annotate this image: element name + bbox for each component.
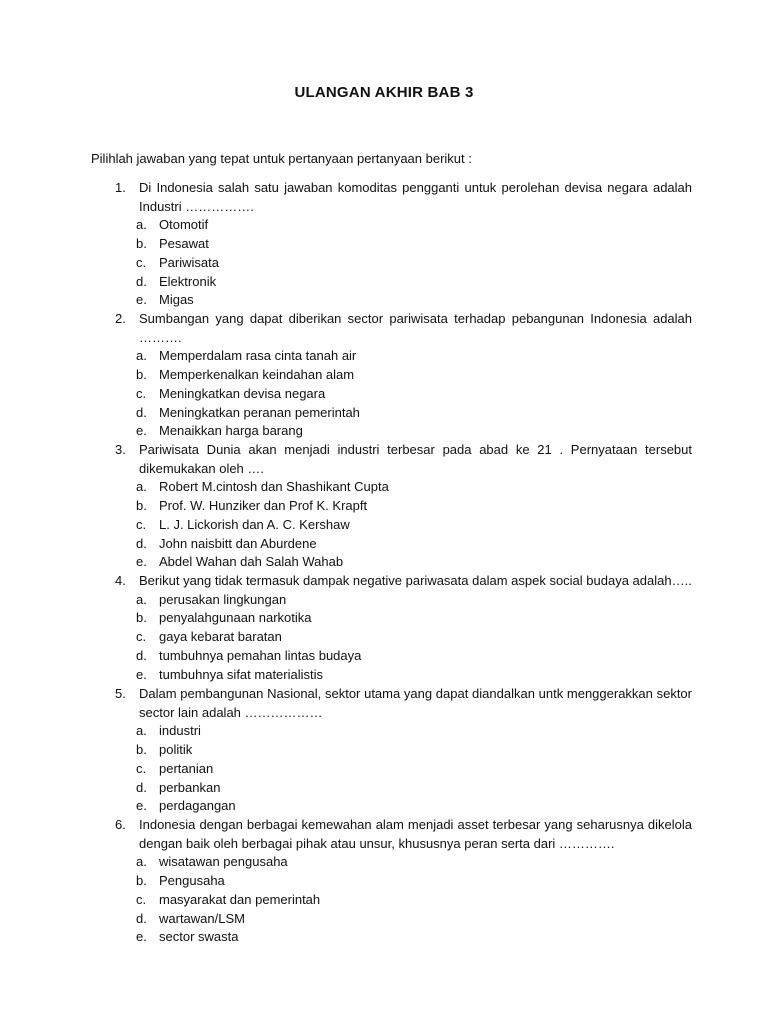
option-text: wisatawan pengusaha: [159, 854, 288, 870]
option-letter: b.: [136, 610, 147, 626]
option-letter: a.: [136, 723, 147, 739]
question-number: 3.: [115, 442, 126, 457]
option-letter: c.: [136, 760, 147, 776]
option-letter: d.: [136, 404, 147, 420]
option-text: perusakan lingkungan: [159, 591, 287, 607]
option-text: Meningkatkan devisa negara: [159, 385, 326, 401]
option-text: masyarakat dan pemerintah: [159, 891, 321, 907]
question-number: 6.: [115, 817, 126, 832]
option-letter: b.: [136, 236, 147, 252]
option-letter: e.: [136, 666, 147, 682]
option-letter: c.: [136, 254, 147, 270]
question-text-line-1: Dalam pembangunan Nasional, sektor utama yang dapat diandalkan untk menggerakkan sektor: [139, 686, 692, 701]
option-letter: a.: [136, 854, 147, 870]
question-number: 4.: [115, 573, 126, 588]
option-letter: a.: [136, 348, 147, 364]
option-text: gaya kebarat baratan: [159, 629, 282, 645]
question-text-line-2: ……….: [139, 329, 182, 345]
question-text-line-1: Indonesia dengan berbagai kemewahan alam menjadi asset terbesar yang seharusnya dikelola: [139, 817, 692, 832]
option-text: tumbuhnya pemahan lintas budaya: [159, 647, 362, 663]
option-letter: e.: [136, 423, 147, 439]
option-letter: e.: [136, 929, 147, 945]
option-text: industri: [159, 723, 201, 739]
question-text-line-2: sector lain adalah ………………: [139, 704, 323, 720]
option-text: Menaikkan harga barang: [159, 423, 303, 439]
option-text: Elektronik: [159, 273, 217, 289]
option-text: tumbuhnya sifat materialistis: [159, 666, 324, 682]
option-text: Migas: [159, 292, 194, 308]
option-text: Otomotif: [159, 217, 209, 233]
question-text-line-2: Industri …………….: [139, 198, 254, 214]
option-text: wartawan/LSM: [159, 910, 245, 926]
option-letter: d.: [136, 910, 147, 926]
option-text: sector swasta: [159, 929, 239, 945]
option-text: L. J. Lickorish dan A. C. Kershaw: [159, 516, 350, 532]
option-letter: b.: [136, 367, 147, 383]
option-text: Abdel Wahan dah Salah Wahab: [159, 554, 344, 570]
option-text: Prof. W. Hunziker dan Prof K. Krapft: [159, 498, 368, 514]
option-letter: c.: [136, 516, 147, 532]
option-text: politik: [159, 742, 193, 758]
option-letter: d.: [136, 535, 147, 551]
option-text: Memperdalam rasa cinta tanah air: [159, 348, 357, 364]
option-letter: e.: [136, 292, 147, 308]
option-text: perbankan: [159, 779, 221, 795]
option-letter: c.: [136, 629, 147, 645]
option-text: penyalahgunaan narkotika: [159, 610, 312, 626]
question-text-line-2: dengan baik oleh berbagai pihak atau unsur, khususnya peran serta dari ………….: [139, 835, 615, 851]
option-text: perdagangan: [159, 798, 236, 814]
option-letter: b.: [136, 498, 147, 514]
option-text: Pesawat: [159, 236, 209, 252]
question-number: 1.: [115, 180, 126, 195]
instruction-text: Pilihlah jawaban yang tepat untuk pertanyaan pertanyaan berikut :: [91, 151, 472, 166]
question-number: 5.: [115, 686, 126, 701]
option-text: Memperkenalkan keindahan alam: [159, 367, 355, 383]
question-text-line-2: dikemukakan oleh ….: [139, 460, 265, 476]
option-text: Pengusaha: [159, 873, 225, 889]
option-letter: a.: [136, 479, 147, 495]
question-number: 2.: [115, 311, 126, 326]
option-text: Meningkatkan peranan pemerintah: [159, 404, 360, 420]
question-text-line-1: Berikut yang tidak termasuk dampak negative pariwasata dalam aspek social budaya adalah…..: [139, 573, 692, 588]
option-letter: c.: [136, 385, 147, 401]
option-letter: a.: [136, 217, 147, 233]
option-letter: e.: [136, 798, 147, 814]
option-letter: d.: [136, 779, 147, 795]
option-letter: b.: [136, 873, 147, 889]
option-text: pertanian: [159, 760, 214, 776]
option-letter: e.: [136, 554, 147, 570]
option-letter: a.: [136, 591, 147, 607]
option-text: Robert M.cintosh dan Shashikant Cupta: [159, 479, 389, 495]
question-text-line-1: Pariwisata Dunia akan menjadi industri terbesar pada abad ke 21 . Pernyataan tersebut: [139, 442, 692, 457]
option-text: Pariwisata: [159, 254, 219, 270]
question-text-line-1: Di Indonesia salah satu jawaban komoditas pengganti untuk perolehan devisa negara adalah: [139, 180, 692, 195]
option-letter: b.: [136, 742, 147, 758]
document-title: ULANGAN AKHIR BAB 3: [294, 84, 474, 101]
question-text-line-1: Sumbangan yang dapat diberikan sector pariwisata terhadap pebangunan Indonesia adalah: [139, 311, 692, 326]
option-text: John naisbitt dan Aburdene: [159, 535, 317, 551]
option-letter: c.: [136, 891, 147, 907]
option-letter: d.: [136, 647, 147, 663]
option-letter: d.: [136, 273, 147, 289]
